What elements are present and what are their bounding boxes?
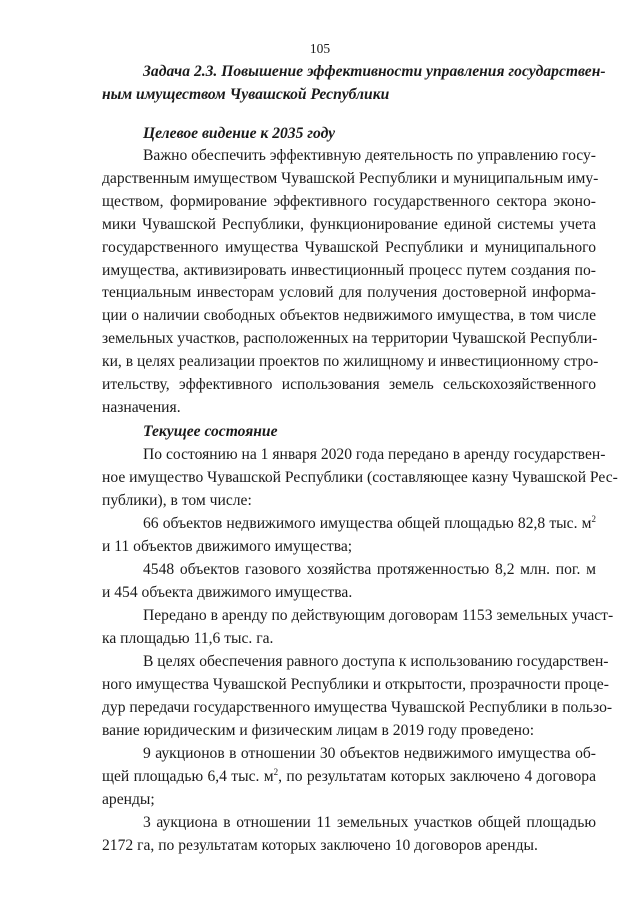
- text-line: государственного имущества Чувашской Республики и муниципального: [102, 238, 596, 256]
- text-line: ного имущества Чувашской Республики и открытости, прозрачности проце-: [102, 675, 609, 693]
- task-heading: [102, 61, 606, 107]
- text-line: 2172 га, по результатам которых заключено 10 договоров аренды.: [102, 836, 538, 854]
- task-heading-line-1: Задача 2.3. Повышение эффективности управления государствен-: [143, 63, 606, 80]
- text-line: тенциальным инвесторам условий для получения достоверной информа-: [102, 284, 596, 302]
- text-line: мики Чувашской Республики, функционирование единой системы учета: [102, 215, 596, 233]
- superscript: 2: [273, 766, 279, 777]
- state-paragraph-1: [102, 444, 618, 513]
- text-line: публики), в том числе:: [102, 491, 252, 509]
- state-paragraph-6: [102, 743, 596, 812]
- text-line: 66 объектов недвижимого имущества общей площадью 82,8 тыс. $м^2$: [143, 513, 596, 532]
- text-line: ки, в целях реализации проектов по жилищному и инвестиционному стро-: [102, 353, 599, 371]
- current-state-heading: Текущее состояние: [143, 423, 278, 440]
- vision-paragraph: [102, 145, 599, 420]
- text-line: дарственным имуществом Чувашской Республики и муниципальным иму-: [102, 169, 599, 187]
- text-line: В целях обеспечения равного доступа к использованию государствен-: [143, 653, 609, 670]
- text-line: 9 аукционов в отношении 30 объектов недвижимого имущества об-: [143, 745, 596, 762]
- text-line: ительству, эффективного использования земель сельскохозяйственного: [102, 376, 596, 394]
- text-line: Важно обеспечить эффективную деятельность по управлению госу-: [143, 147, 596, 164]
- text-line: и 454 объекта движимого имущества.: [102, 583, 353, 601]
- text-line: вание юридическим и физическим лицам в 2019 году проведено:: [102, 721, 535, 739]
- text-line: ществом, формирование эффективного государственного сектора эконо-: [102, 192, 596, 210]
- state-paragraph-5: [102, 651, 613, 743]
- text-line: Передано в аренду по действующим договорам 1153 земельных участ-: [143, 607, 614, 624]
- superscript: 2: [591, 513, 596, 524]
- text-line: 3 аукциона в отношении 11 земельных участков общей площадью: [143, 814, 596, 831]
- state-paragraph-7: [102, 812, 596, 858]
- text-line: земельных участков, расположенных на территории Чувашской Республи-: [102, 330, 598, 348]
- text-line: и 11 объектов движимого имущества;: [102, 537, 353, 555]
- text-line: аренды;: [102, 790, 155, 808]
- state-paragraph-4: [102, 605, 614, 651]
- text-line: ции о наличии свободных объектов недвижимого имущества, в том числе: [102, 307, 596, 325]
- text-line: 4548 объектов газового хозяйства протяженностью 8,2 млн. пог. м: [143, 561, 596, 578]
- text-line: ное имущество Чувашской Республики (составляющее казну Чувашской Рес-: [102, 468, 618, 486]
- text-line: дур передачи государственного имущества Чувашской Республики в пользо-: [102, 698, 613, 716]
- text-line: щей площадью 6,4 тыс. $м^2$, по результатам которых заключено 4 договора: [102, 766, 596, 785]
- text-line: По состоянию на 1 января 2020 года передано в аренду государствен-: [143, 446, 606, 463]
- state-paragraph-3: [102, 559, 596, 605]
- state-paragraph-2: [102, 513, 596, 559]
- text-line: имущества, активизировать инвестиционный процесс путем создания по-: [102, 261, 596, 279]
- text-line: назначения.: [102, 398, 181, 416]
- text-line: ка площадью 11,6 тыс. га.: [102, 629, 274, 647]
- page-number: 105: [309, 41, 331, 56]
- task-heading-line-2: ным имуществом Чувашской Республики: [102, 85, 390, 103]
- target-vision-heading: Целевое видение к 2035 году: [143, 125, 336, 142]
